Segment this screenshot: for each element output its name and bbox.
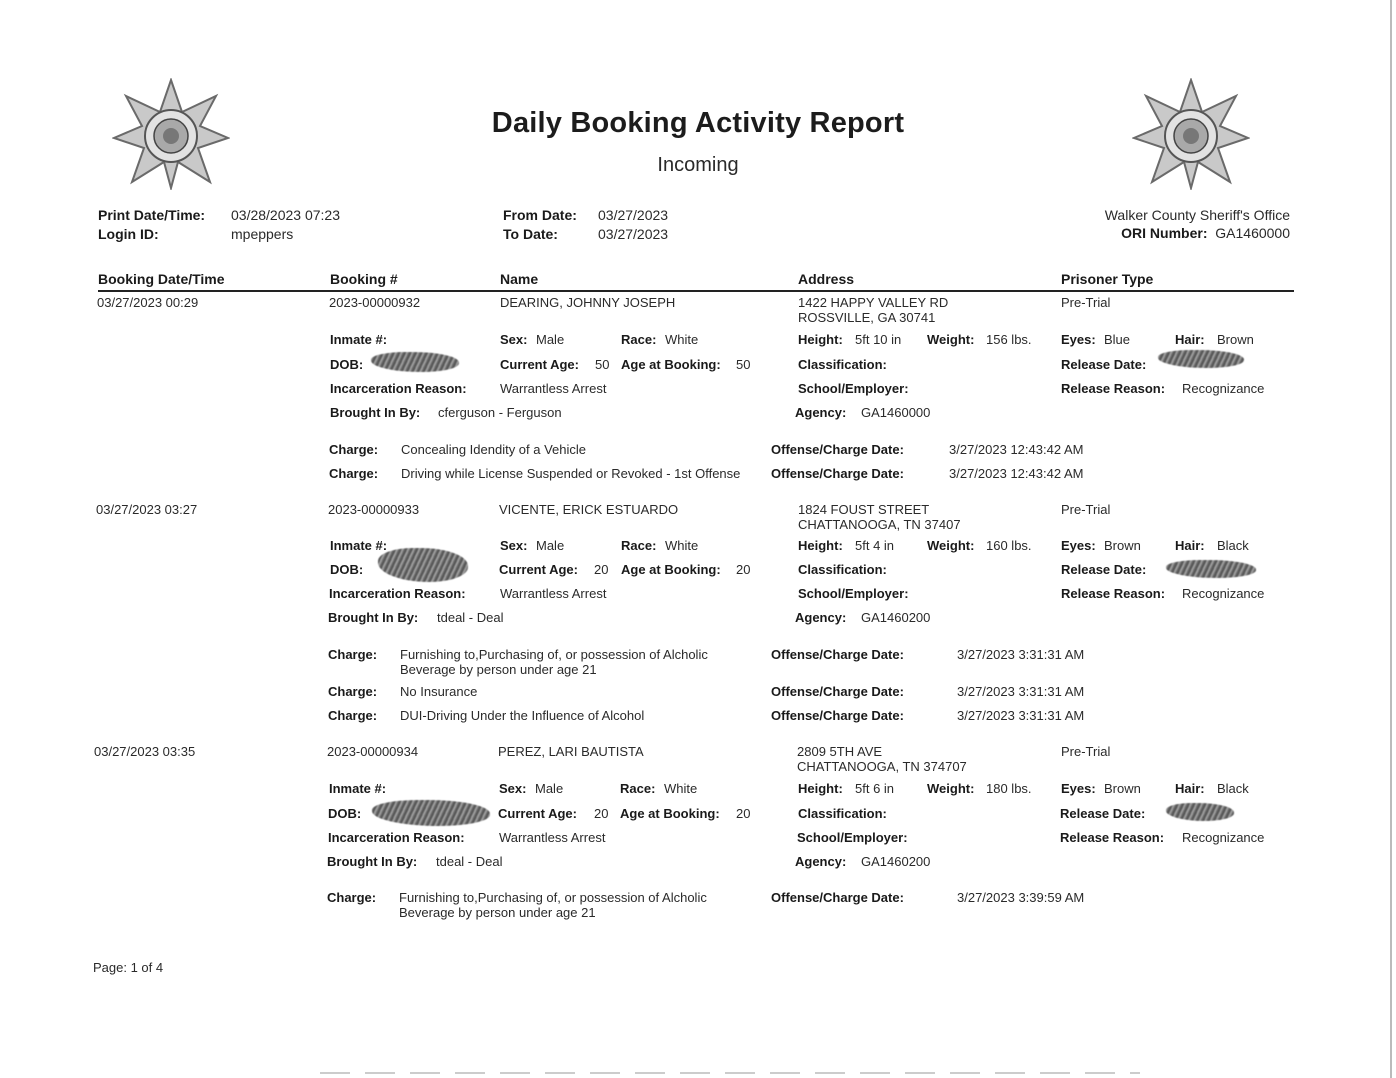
height-value: 5ft 4 in bbox=[855, 538, 895, 553]
from-date-value: 03/27/2023 bbox=[598, 207, 669, 223]
prisoner-type: Pre-Trial bbox=[1061, 295, 1111, 310]
ori-number-value: GA1460000 bbox=[1215, 225, 1290, 241]
inmate-name: PEREZ, LARI BAUTISTA bbox=[498, 744, 644, 759]
classification-label: Classification: bbox=[798, 562, 887, 577]
current-age-value: 50 bbox=[595, 357, 610, 372]
prisoner-type: Pre-Trial bbox=[1061, 744, 1111, 759]
login-id-label: Login ID: bbox=[98, 226, 159, 242]
offense-date-label: Offense/Charge Date: bbox=[771, 684, 904, 699]
release-reason-label: Release Reason: bbox=[1060, 830, 1165, 845]
current-age-label: Current Age: bbox=[498, 806, 577, 821]
to-date-label: To Date: bbox=[503, 226, 558, 242]
booking-datetime: 03/27/2023 00:29 bbox=[97, 295, 199, 310]
report-subtitle: Incoming bbox=[657, 154, 739, 176]
eyes-value: Brown bbox=[1104, 781, 1141, 796]
inmate-number-label: Inmate #: bbox=[330, 332, 388, 347]
race-label: Race: bbox=[621, 332, 657, 347]
address-line-2: CHATTANOOGA, TN 37407 bbox=[798, 517, 961, 532]
release-date-label: Release Date: bbox=[1061, 562, 1147, 577]
column-header-name: Name bbox=[500, 271, 539, 287]
redaction-scribble bbox=[1166, 560, 1256, 578]
school-employer-label: School/Employer: bbox=[797, 830, 908, 845]
offense-date-value: 3/27/2023 3:31:31 AM bbox=[957, 647, 1085, 662]
charge-label: Charge: bbox=[327, 890, 377, 905]
address-line-1: 1422 HAPPY VALLEY RD bbox=[798, 295, 949, 310]
login-id-value: mpeppers bbox=[231, 226, 294, 242]
column-header-address: Address bbox=[798, 271, 855, 287]
sex-value: Male bbox=[536, 538, 565, 553]
classification-label: Classification: bbox=[798, 806, 887, 821]
header-rule bbox=[98, 290, 1294, 292]
current-age-label: Current Age: bbox=[499, 562, 578, 577]
height-label: Height: bbox=[798, 781, 843, 796]
booking-datetime: 03/27/2023 03:27 bbox=[96, 502, 198, 517]
incarceration-reason-label: Incarceration Reason: bbox=[329, 586, 466, 601]
hair-label: Hair: bbox=[1175, 538, 1205, 553]
sex-label: Sex: bbox=[499, 781, 527, 796]
page-number: Page: 1 of 4 bbox=[93, 960, 164, 975]
sex-value: Male bbox=[535, 781, 564, 796]
brought-in-by-value: cferguson - Ferguson bbox=[438, 405, 562, 420]
weight-label: Weight: bbox=[927, 332, 975, 347]
offense-date-value: 3/27/2023 12:43:42 AM bbox=[949, 442, 1084, 457]
inmate-name: DEARING, JOHNNY JOSEPH bbox=[500, 295, 676, 310]
school-employer-label: School/Employer: bbox=[798, 381, 909, 396]
weight-label: Weight: bbox=[927, 538, 975, 553]
charge-text-continued: Beverage by person under age 21 bbox=[399, 905, 596, 920]
incarceration-reason-label: Incarceration Reason: bbox=[328, 830, 465, 845]
weight-label: Weight: bbox=[927, 781, 975, 796]
race-value: White bbox=[664, 781, 698, 796]
report-title: Daily Booking Activity Report bbox=[491, 107, 905, 139]
offense-date-label: Offense/Charge Date: bbox=[771, 647, 904, 662]
dob-label: DOB: bbox=[330, 357, 364, 372]
charge-text: No Insurance bbox=[400, 684, 478, 699]
brought-in-by-label: Brought In By: bbox=[327, 854, 418, 869]
print-date-label: Print Date/Time: bbox=[98, 207, 206, 223]
sex-label: Sex: bbox=[500, 538, 528, 553]
current-age-label: Current Age: bbox=[500, 357, 579, 372]
booking-datetime: 03/27/2023 03:35 bbox=[94, 744, 196, 759]
age-at-booking-label: Age at Booking: bbox=[620, 806, 720, 821]
incarceration-reason-label: Incarceration Reason: bbox=[330, 381, 467, 396]
hair-label: Hair: bbox=[1175, 332, 1205, 347]
height-value: 5ft 6 in bbox=[855, 781, 895, 796]
hair-value: Black bbox=[1217, 538, 1249, 553]
offense-date-label: Offense/Charge Date: bbox=[771, 466, 904, 481]
from-date-label: From Date: bbox=[503, 207, 577, 223]
current-age-value: 20 bbox=[594, 806, 609, 821]
school-employer-label: School/Employer: bbox=[798, 586, 909, 601]
release-date-label: Release Date: bbox=[1060, 806, 1146, 821]
charge-label: Charge: bbox=[329, 466, 379, 481]
age-at-booking-value: 50 bbox=[736, 357, 751, 372]
address-line-2: ROSSVILLE, GA 30741 bbox=[798, 310, 936, 325]
booking-number: 2023-00000933 bbox=[328, 502, 420, 517]
charge-text-continued: Beverage by person under age 21 bbox=[400, 662, 597, 677]
print-date-value: 03/28/2023 07:23 bbox=[231, 207, 340, 223]
prisoner-type: Pre-Trial bbox=[1061, 502, 1111, 517]
charge-label: Charge: bbox=[329, 442, 379, 457]
agency-value: GA1460000 bbox=[861, 405, 931, 420]
address-line-1: 2809 5TH AVE bbox=[797, 744, 883, 759]
agency-label: Agency: bbox=[795, 854, 847, 869]
ori-number-label: ORI Number: bbox=[1121, 225, 1208, 241]
agency-value: GA1460200 bbox=[861, 610, 931, 625]
race-label: Race: bbox=[620, 781, 656, 796]
redaction-scribble bbox=[372, 800, 490, 826]
race-label: Race: bbox=[621, 538, 657, 553]
agency-label: Agency: bbox=[795, 405, 847, 420]
office-name: Walker County Sheriff's Office bbox=[1104, 207, 1290, 223]
agency-label: Agency: bbox=[795, 610, 847, 625]
release-date-label: Release Date: bbox=[1061, 357, 1147, 372]
hair-label: Hair: bbox=[1175, 781, 1205, 796]
classification-label: Classification: bbox=[798, 357, 887, 372]
brought-in-by-value: tdeal - Deal bbox=[437, 610, 504, 625]
inmate-number-label: Inmate #: bbox=[329, 781, 387, 796]
redaction-scribble bbox=[371, 352, 459, 372]
charge-text: Furnishing to,Purchasing of, or possession of Alcholic bbox=[400, 647, 708, 662]
offense-date-value: 3/27/2023 3:31:31 AM bbox=[957, 708, 1085, 723]
address-line-1: 1824 FOUST STREET bbox=[798, 502, 930, 517]
brought-in-by-value: tdeal - Deal bbox=[436, 854, 503, 869]
race-value: White bbox=[665, 332, 699, 347]
offense-date-label: Offense/Charge Date: bbox=[771, 890, 904, 905]
age-at-booking-label: Age at Booking: bbox=[621, 357, 721, 372]
eyes-value: Blue bbox=[1104, 332, 1131, 347]
offense-date-value: 3/27/2023 3:39:59 AM bbox=[957, 890, 1085, 905]
eyes-value: Brown bbox=[1104, 538, 1141, 553]
eyes-label: Eyes: bbox=[1061, 781, 1096, 796]
charge-text: Furnishing to,Purchasing of, or possession of Alcholic bbox=[399, 890, 707, 905]
hair-value: Brown bbox=[1217, 332, 1254, 347]
charge-label: Charge: bbox=[328, 708, 378, 723]
height-label: Height: bbox=[798, 538, 843, 553]
eyes-label: Eyes: bbox=[1061, 332, 1096, 347]
weight-value: 180 lbs. bbox=[986, 781, 1032, 796]
offense-date-label: Offense/Charge Date: bbox=[771, 708, 904, 723]
current-age-value: 20 bbox=[594, 562, 609, 577]
charge-text: Concealing Idendity of a Vehicle bbox=[401, 442, 587, 457]
scan-bottom-line bbox=[320, 1072, 1140, 1074]
booking-number: 2023-00000934 bbox=[327, 744, 419, 759]
offense-date-value: 3/27/2023 3:31:31 AM bbox=[957, 684, 1085, 699]
dob-label: DOB: bbox=[328, 806, 362, 821]
age-at-booking-value: 20 bbox=[736, 806, 751, 821]
to-date-value: 03/27/2023 bbox=[598, 226, 669, 242]
release-reason-value: Recognizance bbox=[1182, 381, 1265, 396]
eyes-label: Eyes: bbox=[1061, 538, 1096, 553]
charge-label: Charge: bbox=[328, 684, 378, 699]
column-header-booking-number: Booking # bbox=[330, 271, 398, 287]
inmate-number-label: Inmate #: bbox=[330, 538, 388, 553]
weight-value: 156 lbs. bbox=[986, 332, 1032, 347]
redaction-scribble bbox=[1158, 350, 1244, 368]
height-value: 5ft 10 in bbox=[855, 332, 902, 347]
offense-date-value: 3/27/2023 12:43:42 AM bbox=[949, 466, 1084, 481]
release-reason-label: Release Reason: bbox=[1061, 381, 1166, 396]
race-value: White bbox=[665, 538, 699, 553]
column-header-booking-datetime: Booking Date/Time bbox=[98, 271, 225, 287]
address-line-2: CHATTANOOGA, TN 374707 bbox=[797, 759, 967, 774]
incarceration-reason-value: Warrantless Arrest bbox=[499, 830, 606, 845]
charge-text: Driving while License Suspended or Revoked - 1st Offense bbox=[401, 466, 741, 481]
redaction-scribble bbox=[378, 548, 468, 582]
sex-label: Sex: bbox=[500, 332, 528, 347]
inmate-name: VICENTE, ERICK ESTUARDO bbox=[499, 502, 679, 517]
sex-value: Male bbox=[536, 332, 565, 347]
release-reason-value: Recognizance bbox=[1182, 830, 1265, 845]
ori-number bbox=[1121, 225, 1290, 241]
redaction-scribble bbox=[1166, 803, 1234, 821]
offense-date-label: Offense/Charge Date: bbox=[771, 442, 904, 457]
release-reason-label: Release Reason: bbox=[1061, 586, 1166, 601]
age-at-booking-label: Age at Booking: bbox=[621, 562, 721, 577]
charge-label: Charge: bbox=[328, 647, 378, 662]
hair-value: Black bbox=[1217, 781, 1249, 796]
booking-number: 2023-00000932 bbox=[329, 295, 421, 310]
incarceration-reason-value: Warrantless Arrest bbox=[500, 381, 607, 396]
release-reason-value: Recognizance bbox=[1182, 586, 1265, 601]
charge-text: DUI-Driving Under the Influence of Alcohol bbox=[400, 708, 645, 723]
incarceration-reason-value: Warrantless Arrest bbox=[500, 586, 607, 601]
brought-in-by-label: Brought In By: bbox=[330, 405, 421, 420]
scan-edge-line bbox=[1390, 0, 1392, 1078]
height-label: Height: bbox=[798, 332, 843, 347]
age-at-booking-value: 20 bbox=[736, 562, 751, 577]
column-header-prisoner-type: Prisoner Type bbox=[1061, 271, 1154, 287]
brought-in-by-label: Brought In By: bbox=[328, 610, 419, 625]
weight-value: 160 lbs. bbox=[986, 538, 1032, 553]
dob-label: DOB: bbox=[330, 562, 364, 577]
agency-value: GA1460200 bbox=[861, 854, 931, 869]
